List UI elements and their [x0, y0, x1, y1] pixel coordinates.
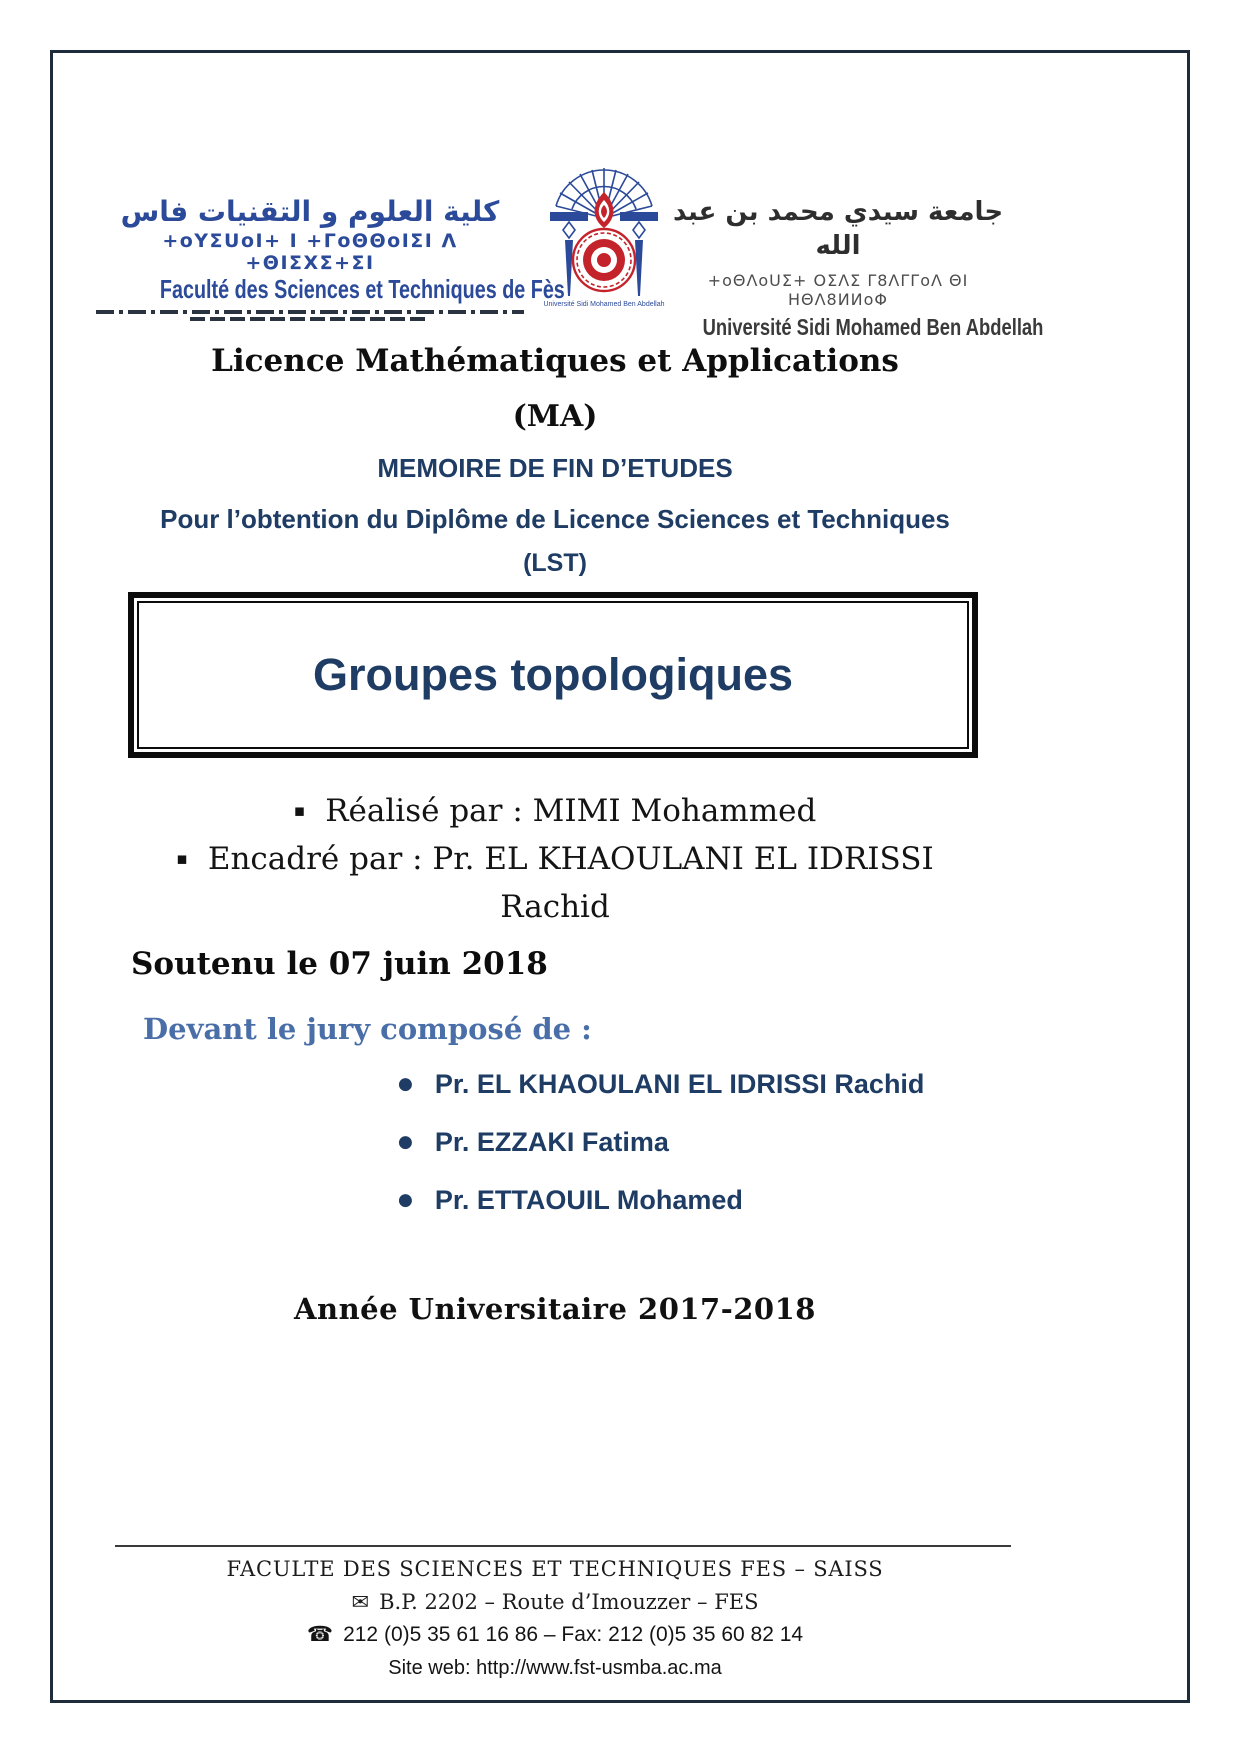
university-emblem-icon [541, 162, 667, 300]
square-bullet-icon: ▪ [293, 801, 306, 821]
realise-par-text: Réalisé par : MIMI Mohammed [325, 793, 817, 829]
faculty-logo-dash-line [96, 310, 524, 314]
footer-address-line [80, 1590, 1030, 1614]
square-bullet-icon: ▪ [176, 849, 188, 869]
encadre-par-continuation: Rachid [500, 889, 610, 925]
mail-icon: ✉ [351, 1590, 370, 1614]
jury-list [398, 1066, 924, 1240]
phone-icon: ☎ [306, 1623, 334, 1646]
degree-abbreviation: (MA) [512, 399, 598, 434]
jury-member-name: Pr. EL KHAOULANI EL IDRISSI Rachid [434, 1068, 925, 1099]
faculty-name-arabic: كلية العلوم و التقنيات فاس [120, 195, 500, 228]
academic-year: Année Universitaire 2017-2018 [294, 1292, 816, 1326]
jury-heading: Devant le jury composé de : [143, 1012, 592, 1046]
round-bullet-icon: ● [398, 1190, 413, 1210]
encadre-par-line [80, 841, 1030, 877]
footer-phone-line [80, 1622, 1030, 1647]
university-name-french: Université Sidi Mohamed Ben Abdellah [702, 313, 1044, 340]
footer-website: Site web: http://www.fst-usmba.ac.ma [388, 1657, 722, 1679]
thesis-title: Groupes topologiques [313, 649, 793, 700]
footer-address: B.P. 2202 – Route d’Imouzzer – FES [379, 1590, 759, 1614]
faculty-logo-dash-line-short [190, 317, 430, 321]
faculty-logo [96, 194, 565, 321]
jury-member-row [398, 1124, 924, 1160]
university-logo [660, 196, 1044, 341]
memoire-abbreviation: (LST) [523, 549, 587, 577]
jury-member-name: Pr. ETTAOUIL Mohamed [434, 1184, 743, 1215]
footer-institution: FACULTE DES SCIENCES ET TECHNIQUES FES – SAISS [226, 1557, 884, 1581]
round-bullet-icon: ● [398, 1132, 413, 1152]
footer-divider [115, 1545, 1011, 1547]
thesis-title-inner-frame [137, 601, 969, 749]
footer-phone: 212 (0)5 35 61 16 86 – Fax: 212 (0)5 35 60 82 14 [343, 1623, 804, 1646]
jury-member-name: Pr. EZZAKI Fatima [434, 1126, 669, 1157]
emblem-caption: Université Sidi Mohamed Ben Abdellah [543, 301, 665, 308]
defense-date: Soutenu le 07 juin 2018 [131, 946, 548, 982]
degree-title: Licence Mathématiques et Applications [211, 343, 899, 379]
university-emblem [541, 162, 667, 308]
faculty-name-tifinagh: +oYΣUoI+ I +ΓoΘΘoIΣI Λ +ΘIΣXΣ+ΣI [162, 230, 458, 274]
round-bullet-icon: ● [398, 1074, 413, 1094]
realise-par-line [80, 793, 1030, 829]
jury-member-row [398, 1066, 924, 1102]
thesis-title-box [128, 592, 978, 758]
memoire-heading: MEMOIRE DE FIN D’ETUDES [377, 453, 733, 483]
encadre-par-text: Encadré par : Pr. EL KHAOULANI EL IDRISSI [207, 841, 934, 877]
memoire-purpose: Pour l’obtention du Diplôme de Licence Sciences et Techniques [160, 504, 950, 534]
faculty-name-french: Faculté des Sciences et Techniques de Fès [159, 274, 565, 304]
university-name-arabic: جامعة سيدي محمد بن عبد الله [672, 197, 1004, 261]
jury-member-row [398, 1182, 924, 1218]
university-name-tifinagh: +oΘΛoUΣ+ OΣΛΣ Γ8ΛΓΓoΛ ΘI ΗΘΛ8ИИoΦ [707, 270, 969, 309]
